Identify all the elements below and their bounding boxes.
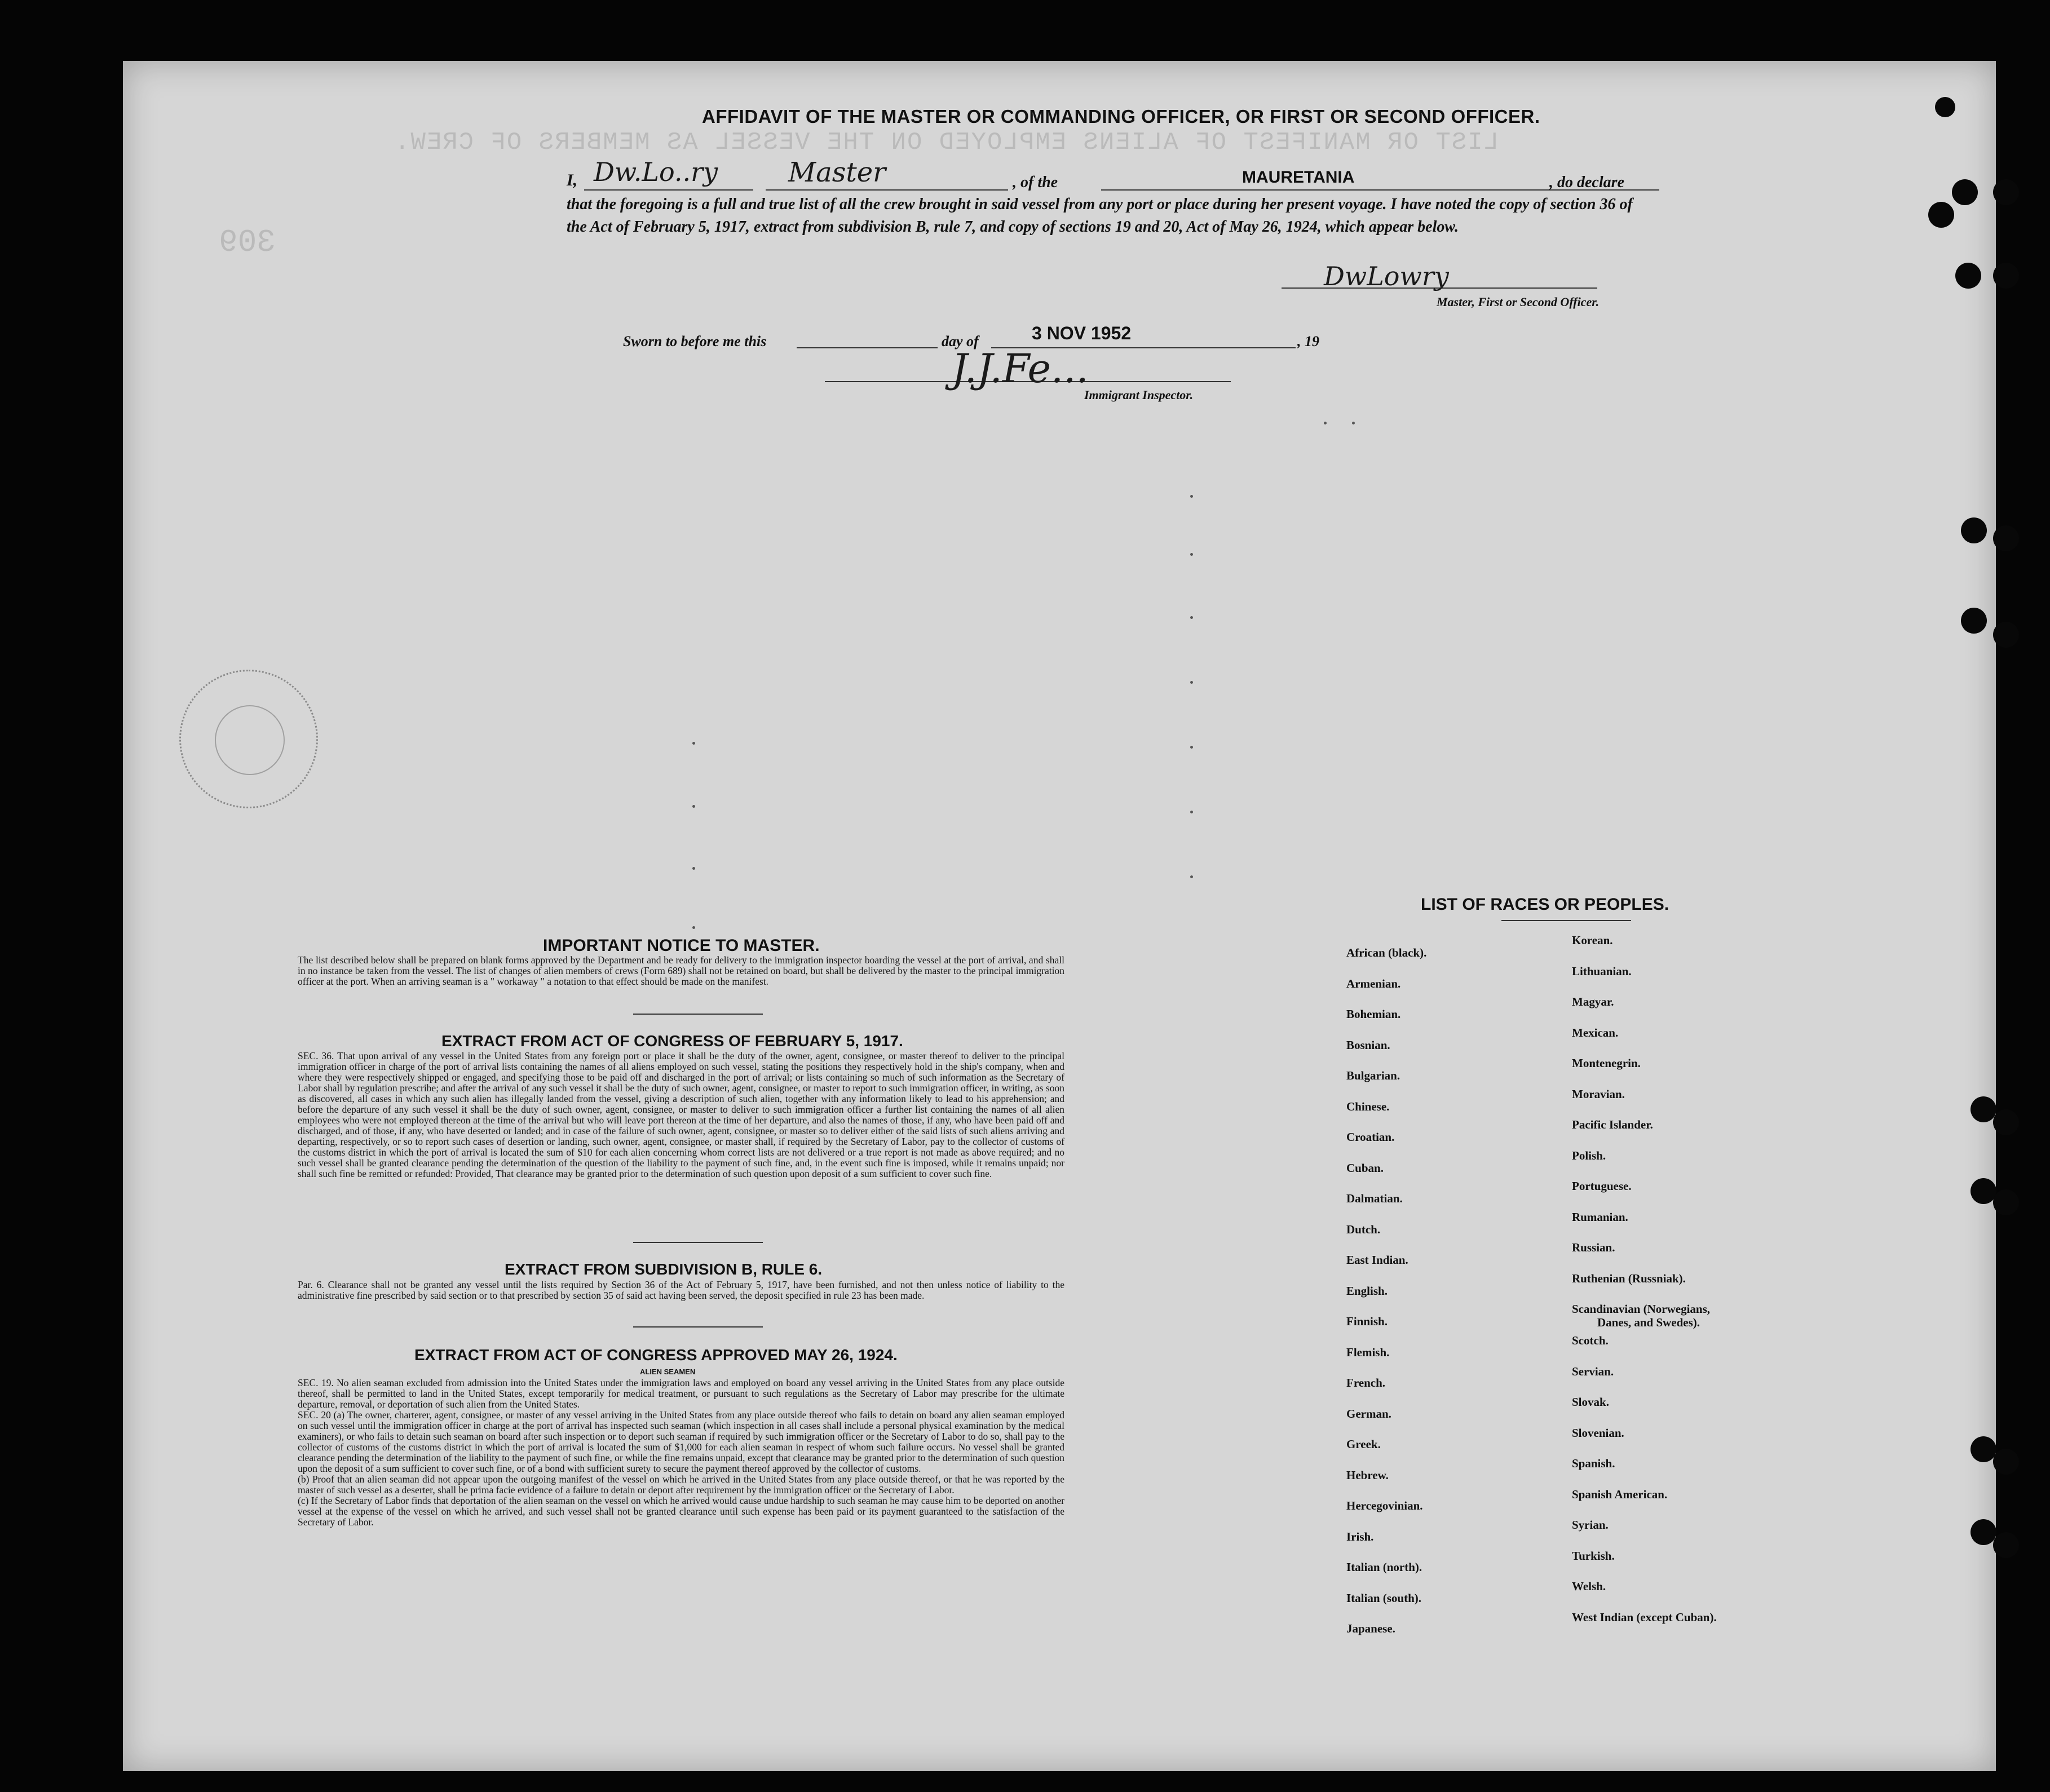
punch-hole xyxy=(1993,622,2019,648)
divider-3 xyxy=(633,1326,763,1328)
role-line xyxy=(766,189,1008,191)
do-declare-label: , do declare xyxy=(1549,174,1624,191)
race-item: Scandinavian (Norwegians, xyxy=(1572,1302,1711,1316)
notice-body: The list described below shall be prepared on blank forms approved by the Department and be ready for delivery to the immigration inspector boarding the vessel at the port of arrival, and shall in no instance be taken from the vessel. The list of changes of alien members of crews (Form 689) shall not be retained on board, but shall be delivered by the master to the principal immigration officer at the port. When an arriving seaman is a " workaway " a notation to that effect should be made on the manifest. xyxy=(298,954,1064,987)
sworn-label: Sworn to before me this xyxy=(623,333,767,349)
i-label: I, xyxy=(567,171,578,189)
race-item: Montenegrin. xyxy=(1572,1056,1641,1070)
punch-hole xyxy=(1935,97,1955,117)
race-item: Finnish. xyxy=(1346,1315,1388,1328)
race-item: Magyar. xyxy=(1572,995,1614,1008)
race-item: Chinese. xyxy=(1346,1099,1390,1113)
manifest-sheet xyxy=(123,61,1996,1771)
punch-hole xyxy=(1952,179,1978,205)
divider-1 xyxy=(633,1014,763,1015)
notice-title: IMPORTANT NOTICE TO MASTER. xyxy=(543,936,820,955)
punch-hole xyxy=(1928,202,1954,228)
punch-hole xyxy=(1971,1096,1996,1122)
extract-rule6-body: Par. 6. Clearance shall not be granted any vessel until the lists required by Section 36 of the Act of February 5, 1917, have been furnished, and not then unless notice of liability to the administrative fine prescribed by said section or to that prescribed by section 35 of said act having been served, the deposit specified in rule 23 has been made. xyxy=(298,1279,1064,1301)
government-seal xyxy=(179,670,318,808)
race-item: Dutch. xyxy=(1346,1222,1381,1236)
race-item: Armenian. xyxy=(1346,976,1401,990)
extract-1924-body: SEC. 19. No alien seaman excluded from admission into the United States under the immigration laws and employed on board any vessel arriving in the United States from any place outside thereof, shall be permitted to land in the United States, except temporarily for medical treatment, or pursuant to such regulations as the Secretary of Labor may prescribe for the ultimate departure, removal, or deportation of such alien from the United States. SEC. 20 (a) The owner, charterer, agent, consignee, or master of any vessel arriving in the United States from any place outside thereof who fails to detain on board any alien seaman employed on such vessel until the immigration officer in charge at the port of arrival has inspected such seaman (which inspection in all cases shall include a personal physical examination by the medical examiners), or who fails to detain such seaman on board after such inspection or to deport such seaman if required by such immigration officer or the Secretary of Labor to do so, shall pay to the collector of customs of the customs district in which the port of arrival is located the sum of $1,000 for each alien seaman in respect of whom such failure occurs. No vessel shall be granted clearance pending the determination of the liability to the payment of such fine, or while the fine remains unpaid, except that clearance may be granted prior to the determination of such question upon the deposit of a sum sufficient to cover such fine, or of a bond with sufficient surety to secure the payment thereof approved by the collector of customs. (b) Proof that an alien seaman did not appear upon the outgoing manifest of the vessel on which he arrived in the United States from any place outside thereof, or that he was reported by the master of such vessel as a deserter, shall be prima facie evidence of a failure to detain or deport after requirement by the immigration officer or the Secretary of Labor. (c) If the Secretary of Labor finds that deportation of the alien seaman on the vessel on which he arrived would cause undue hardship to such seaman he may cause him to be deported on another vessel at the expense of the vessel on which he arrived, and such vessel shall not be granted clearance until such expense has been paid or its payment guaranteed to the satisfaction of the Secretary of Labor. xyxy=(298,1377,1064,1528)
race-item: German. xyxy=(1346,1406,1391,1421)
race-item: Moravian. xyxy=(1572,1087,1625,1101)
race-item: Ruthenian (Russniak). xyxy=(1572,1271,1686,1285)
race-item: Bulgarian. xyxy=(1346,1069,1400,1082)
inspector-caption: Immigrant Inspector. xyxy=(1084,388,1194,402)
race-item: Welsh. xyxy=(1572,1579,1606,1593)
race-item: Croatian. xyxy=(1346,1130,1395,1144)
race-item: Hebrew. xyxy=(1346,1468,1389,1482)
race-item: Lithuanian. xyxy=(1572,964,1632,978)
race-item: Polish. xyxy=(1572,1148,1606,1162)
races-title: LIST OF RACES OR PEOPLES. xyxy=(1421,895,1669,914)
race-item: Danes, and Swedes). xyxy=(1597,1316,1700,1329)
race-item: Korean. xyxy=(1572,933,1613,947)
race-item: Slovak. xyxy=(1572,1395,1609,1409)
race-item: Japanese. xyxy=(1346,1622,1395,1635)
extract-1917-body: SEC. 36. That upon arrival of any vessel in the United States from any foreign port or place it shall be the duty of the owner, agent, consignee, or master thereof to deliver to the principal immigration officer in charge of the port of arrival lists containing the names of all aliens employed on such vessel, stating the positions they respectively hold in the ship's company, when and where they were respectively shipped or engaged, and specifying those to be paid off and discharged in the port of arrival; or lists containing so much of such information as the Secretary of Labor shall by regulation prescribe; and after the arrival of any such vessel it shall be the duty of such owner, agent, consignee, or master to report to such immigration officer, in writing, as soon as discovered, all cases in which any such alien has illegally landed from the vessel, giving a description of such alien, together with any information likely to lead to his apprehension; and before the departure of any such vessel it shall be the duty of such owner, agent, consignee, or master to deliver to such immigration officer a further list containing the names of all alien employees who were not employed thereon at the time of the arrival but who will leave port thereon at the time of her departure, and also the names of those, if any, who have been paid off and discharged, and of those, if any, who have deserted or landed; and in case of the failure of such owner, agent, consignee, or master so to deliver either of the said lists of such aliens arriving and departing, respectively, or so to report such cases of desertion or landing, such owner, agent, consignee, or master shall, if required by the Secretary of Labor, pay to the collector of customs of the customs district in which the port of arrival is located the sum of $10 for each alien concerning whom correct lists are not delivered or a true report is not made as above required; and no such vessel shall be granted clearance pending the determination of the question of the liability to the payment of such fine, and, in the event such fine is imposed, while it remains unpaid; nor shall such fine be remitted or refunded: Provided, That clearance may be granted prior to the determination of such question upon deposit of a sum sufficient to cover such fine. xyxy=(298,1050,1064,1179)
punch-hole xyxy=(1993,525,2019,551)
race-item: Bohemian. xyxy=(1346,1007,1401,1021)
sworn-day-line xyxy=(797,347,938,348)
punch-hole xyxy=(1993,179,2019,205)
race-item: Pacific Islander. xyxy=(1572,1118,1653,1131)
punch-hole xyxy=(1971,1178,1996,1204)
race-item: African (black). xyxy=(1346,946,1427,959)
race-item: Spanish American. xyxy=(1572,1487,1668,1501)
punch-hole xyxy=(1993,1189,2019,1215)
punch-hole xyxy=(1993,1532,2019,1558)
race-item: Bosnian. xyxy=(1346,1038,1390,1052)
day-of-label: day of xyxy=(942,333,979,349)
punch-hole xyxy=(1955,263,1981,289)
race-item: West Indian (except Cuban). xyxy=(1572,1610,1717,1624)
declarant-line xyxy=(584,189,753,191)
race-item: Cuban. xyxy=(1346,1161,1384,1175)
affidavit-title: AFFIDAVIT OF THE MASTER OR COMMANDING OFFICER, OR FIRST OR SECOND OFFICER. xyxy=(702,106,1540,127)
divider-2 xyxy=(633,1242,763,1243)
punch-hole xyxy=(1993,1109,2019,1135)
extract-rule6-title: EXTRACT FROM SUBDIVISION B, RULE 6. xyxy=(505,1260,823,1278)
race-item: Flemish. xyxy=(1346,1345,1390,1359)
race-item: Hercegovinian. xyxy=(1346,1499,1423,1512)
race-item: French. xyxy=(1346,1376,1386,1390)
race-item: Syrian. xyxy=(1572,1518,1609,1532)
race-item: Mexican. xyxy=(1572,1025,1619,1039)
extract-1924-title: EXTRACT FROM ACT OF CONGRESS APPROVED MAY 26, 1924. xyxy=(414,1346,898,1364)
vessel-name: MAURETANIA xyxy=(1242,168,1355,187)
race-item: Greek. xyxy=(1346,1437,1381,1451)
race-item: Russian. xyxy=(1572,1241,1615,1254)
race-item: Servian. xyxy=(1572,1364,1614,1378)
inspector-signature: J.J.Fe... xyxy=(952,346,1089,392)
ghost-page-number: 309 xyxy=(219,224,276,260)
race-item: Spanish. xyxy=(1572,1457,1615,1470)
race-item: Scotch. xyxy=(1572,1334,1609,1347)
punch-hole xyxy=(1971,1519,1996,1545)
date-stamp: 3 NOV 1952 xyxy=(1032,323,1132,343)
declarant-signature: Dw.Lo..ry xyxy=(594,157,718,187)
race-item: Irish. xyxy=(1346,1529,1374,1543)
punch-hole xyxy=(1993,263,2019,289)
race-item: English. xyxy=(1346,1284,1388,1298)
year-prefix: , 19 xyxy=(1297,333,1319,349)
race-item: Dalmatian. xyxy=(1346,1192,1403,1205)
race-item: Italian (south). xyxy=(1346,1591,1422,1605)
role-handwritten: Master xyxy=(788,157,886,188)
race-item: Portuguese. xyxy=(1572,1179,1632,1193)
races-divider xyxy=(1501,920,1631,921)
punch-hole xyxy=(1961,517,1987,543)
race-item: Rumanian. xyxy=(1572,1210,1628,1224)
punch-hole xyxy=(1993,1449,2019,1475)
race-item: Slovenian. xyxy=(1572,1426,1624,1440)
punch-hole xyxy=(1961,608,1987,634)
race-item: East Indian. xyxy=(1346,1253,1408,1267)
officer-signature: DwLowry xyxy=(1324,261,1449,291)
extract-1924-subtitle: ALIEN SEAMEN xyxy=(640,1368,696,1376)
ghost-header: LIST OR MANIFEST OF ALIENS EMPLOYED ON THE VESSEL AS MEMBERS OF CREW. xyxy=(394,129,1499,157)
punch-hole xyxy=(1971,1436,1996,1462)
affidavit-body: that the foregoing is a full and true list of all the crew brought in said vessel from any port or place during her present voyage. I have noted the copy of section 36 of the Act of February 5, 1917, extract from subdivision B, rule 7, and copy of sections 19 and 20, Act of May 26, 1924, which appear below. xyxy=(567,196,1633,236)
extract-1917-title: EXTRACT FROM ACT OF CONGRESS OF FEBRUARY 5, 1917. xyxy=(441,1032,903,1050)
race-item: Italian (north). xyxy=(1346,1560,1422,1574)
race-item: Turkish. xyxy=(1572,1548,1615,1563)
of-the-label: , of the xyxy=(1013,174,1058,191)
officer-caption: Master, First or Second Officer. xyxy=(1437,295,1600,309)
